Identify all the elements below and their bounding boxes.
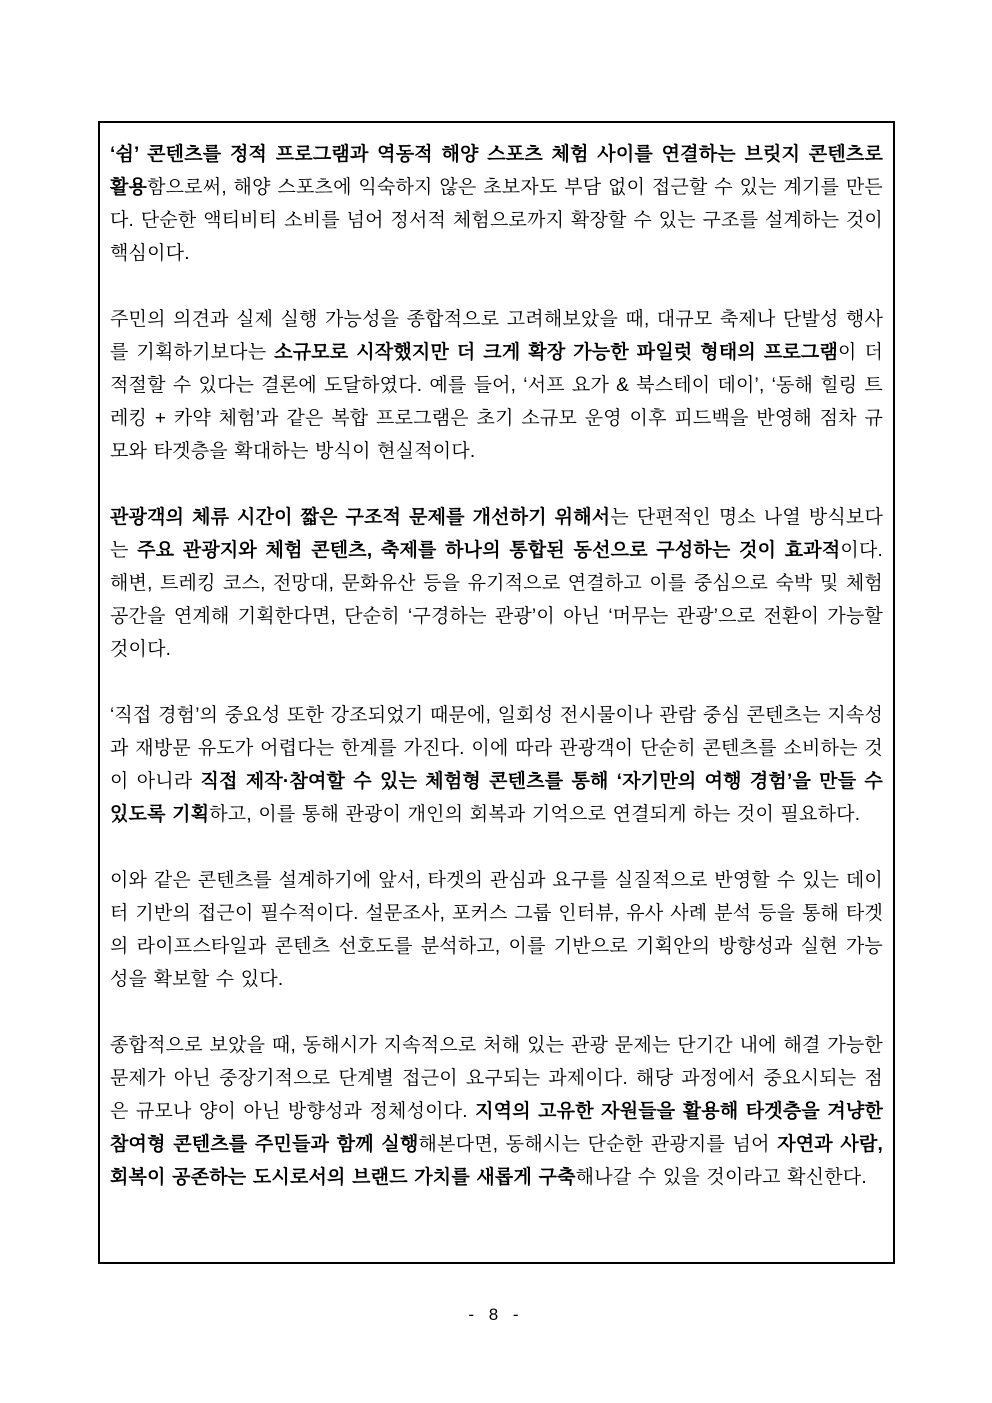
text-run: 함으로써, 해양 스포츠에 익숙하지 않은 초보자도 부담 없이 접근할 수 있는 계기를 만든다. 단순한 액티비티 소비를 넘어 정서적 체험으로까지 확장할 수 있는 구조를 설계하는 것이 핵심이다.: [110, 177, 883, 264]
text-run-bold: 직접 제작·참여할 수 있는 체험형 콘텐츠를 통해 ‘자기만의 여행 경험’을 만들 수 있도록 기획: [110, 771, 883, 825]
paragraph: [110, 1029, 883, 1194]
text-run-bold: 게 구축: [513, 1167, 576, 1188]
text-run: 하고, 이를 통해 관광이 개인의 회복과 기억으로 연결되게 하는 것이 필요하다.: [209, 804, 861, 825]
text-run: 이 더 적절할 수 있다는 결론에 도달하였다. 예를 들어, ‘서프 요가 & 북스테이 데이’, ‘동해 힐링 트레킹 + 카약 체험’과 같은 복합 프로그램은 초기 소규모 운영 이후 피드백을 반영해 점차 규모와 타겟층을 확대하는 방식이 현실적이다.: [110, 342, 884, 462]
text-run: 해나갈 수 있을 것이라고 확신한다.: [575, 1167, 867, 1188]
paragraph: [110, 501, 883, 666]
paragraph: [110, 864, 883, 996]
document-body: [110, 138, 883, 1194]
text-run: 이와 같은 콘텐츠를 설계하기에 앞서, 타겟의 관심과 요구를 실질적으로 반영할 수 있는 데이터 기반의 접근이 필수적이다. 설문조사, 포커스 그룹 인터뷰, 유사 사례 분석 등을 통해 타겟의 라이프스타일과 콘텐츠 선호도를 분석하고, 이를 기반으로 기획안의 방향성과 실현 가능성을 확보할 수 있다.: [110, 870, 883, 990]
paragraph: [110, 138, 883, 270]
text-run-bold: ‘쉼’ 콘텐츠를 정적 프로그램과 역동적 해양 스포츠 체험 사이를 연결하는 브릿지 콘텐츠로 활용: [110, 144, 883, 198]
text-run: 이다. 해변, 트레킹 코스, 전망대, 문화유산 등을 유기적으로 연결하고 이를 중심으로 숙박 및 체험 공간을 연계해 기획한다면, 단순히 ‘구경하는 관광’이 아닌 ‘머무는 관광’으로 전환이 가능할 것이다.: [110, 540, 883, 660]
content-border-box: [98, 121, 895, 1264]
text-run: 종합적으로 보았을 때, 동해시가 지속적으로 처해 있는 관광 문제는 단기간 내에 해결 가능한 문제가 아닌 중장기적으로 단계별 접근이 요구되는 과제이다. 해당 과정에서 중요시되는 점은 규모나 양이 아닌 방향성과 정체성이다.: [110, 1035, 883, 1122]
text-run-bold: 자연과 사람, 회복이 공존하는 도시로서의 브랜드 가치를 새롭: [110, 1134, 884, 1188]
text-run: 주민의 의견과 실제 실행 가능성을 종합적으로 고려해보았을 때, 대규모 축제나 단발성 행사를 기획하기보다는: [110, 309, 883, 363]
paragraph: [110, 699, 883, 831]
text-run: 는 단편적인 명소 나열 방식보다는: [110, 507, 883, 561]
text-run-bold: 주요 관광지와 체험 콘텐츠, 축제를 하나의 통합된 동선으로 구성하는 것이 효과적: [137, 540, 841, 561]
text-run-bold: 지역의 고유한 자원들을 활용해 타겟층을 겨냥한 참여형 콘텐츠를 주민들과 함께 실행: [110, 1101, 883, 1155]
paragraph: [110, 303, 883, 468]
text-run-bold: 관광객의 체류 시간이 짧은 구조적 문제를 개선하기 위해서: [110, 507, 611, 528]
text-run: ‘직접 경험’의 중요성 또한 강조되었기 때문에, 일회성 전시물이나 관람 중심 콘텐츠는 지속성과 재방문 유도가 어렵다는 한계를 가진다. 이에 따라 관광객이 단순히 콘텐츠를 소비하는 것이 아니라: [110, 705, 883, 792]
page-number: - 8 -: [468, 1305, 524, 1324]
text-run: 해본다면, 동해시는 단순한 관광지를 넘어: [418, 1134, 778, 1155]
text-run-bold: 소규모로 시작했지만 더 크게 확장 가능한 파일럿 형태의 프로그램: [274, 342, 839, 363]
